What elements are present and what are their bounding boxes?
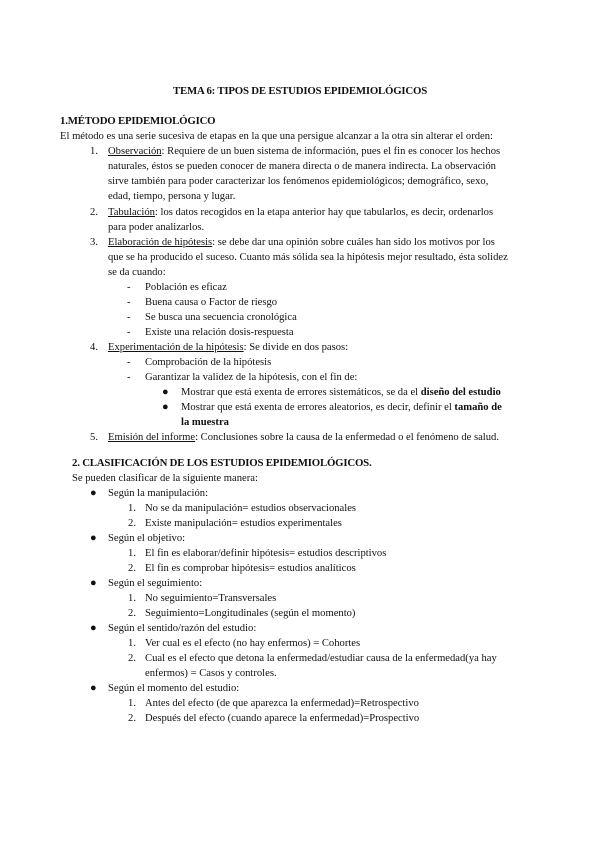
list-number: 1.	[128, 638, 136, 649]
list-item: Seguimiento=Longitudinales (según el momento)	[145, 608, 356, 619]
bullet-icon: ●	[90, 532, 97, 544]
bullet-icon: ●	[90, 487, 97, 499]
text-line: sirve también para poder caracterizar los fenómenos epidemiológicos; demográfico, sexo,	[108, 176, 489, 187]
list-number: 3.	[90, 237, 98, 248]
list-item-experimentacion	[108, 340, 348, 355]
list-number: 4.	[90, 342, 98, 353]
section-1-heading: 1.MÉTODO EPIDEMIOLÓGICO	[60, 115, 216, 127]
list-item: Existe manipulación= estudios experimentales	[145, 518, 342, 529]
term: Elaboración de hipótesis	[108, 237, 213, 248]
sub-item: Buena causa o Factor de riesgo	[145, 297, 278, 308]
list-number: 1.	[128, 593, 136, 604]
bullet-icon: ●	[90, 682, 97, 694]
text: : los datos recogidos en la etapa anterior hay que tabularlos, es decir, ordenarlos	[154, 207, 494, 218]
dash-marker: -	[127, 312, 131, 323]
list-number: 2.	[128, 653, 136, 664]
list-number: 2.	[90, 207, 98, 218]
term: Experimentación de la hipótesis	[108, 342, 244, 353]
dash-marker: -	[127, 357, 131, 368]
list-item-tabulacion	[108, 205, 493, 220]
sub-item: Se busca una secuencia cronológica	[145, 312, 297, 323]
list-item-informe	[108, 430, 499, 445]
sub-item: Garantizar la validez de la hipótesis, con el fin de:	[145, 372, 358, 383]
list-item: Después del efecto (cuando aparece la enfermedad)=Prospectivo	[145, 713, 420, 724]
list-number: 1.	[128, 548, 136, 559]
list-item-hipotesis	[108, 235, 495, 250]
dash-marker: -	[127, 327, 131, 338]
group-label: Según el sentido/razón del estudio:	[108, 623, 257, 634]
section-2-intro: Se pueden clasificar de la siguiente manera:	[72, 473, 258, 484]
list-number: 2.	[128, 563, 136, 574]
bullet-icon: ●	[90, 622, 97, 634]
list-number: 1.	[90, 146, 98, 157]
group-label: Según la manipulación:	[108, 488, 209, 499]
list-item: No seguimiento=Transversales	[145, 593, 277, 604]
dash-marker: -	[127, 372, 131, 383]
list-item: Antes del efecto (de que aparezca la enfermedad)=Retrospectivo	[145, 698, 419, 709]
text-line: naturales, éstos se pueden conocer de manera directa o de manera indirecta. La observación	[108, 161, 496, 172]
sub-item: Comprobación de la hipótesis	[145, 357, 272, 368]
list-item-observacion	[108, 144, 500, 159]
section-2-heading: 2. CLASIFICACIÓN DE LOS ESTUDIOS EPIDEMIOLÓGICOS.	[72, 457, 372, 469]
bold-text: diseño del estudio	[420, 387, 501, 398]
text: : se debe dar una opinión sobre cuáles han sido los motivos por los	[212, 237, 495, 248]
list-item: No se da manipulación= estudios observacionales	[145, 503, 357, 514]
page-title: TEMA 6: TIPOS DE ESTUDIOS EPIDEMIOLÓGICOS	[172, 85, 428, 97]
bullet-icon: ●	[90, 577, 97, 589]
list-number: 1.	[128, 698, 136, 709]
bullet-icon: ●	[162, 401, 169, 413]
bullet-item	[181, 385, 501, 400]
text: : Conclusiones sobre la causa de la enfermedad o el fenómeno de salud.	[195, 432, 499, 443]
group-label: Según el objetivo:	[108, 533, 186, 544]
bullet-icon: ●	[162, 386, 169, 398]
section-1-intro: El método es una serie sucesiva de etapas en la que una persigue alcanzar a la otra sin alterar el orden:	[60, 131, 493, 142]
term: Emisión del informe	[108, 432, 196, 443]
list-item: Cual es el efecto que detona la enfermedad/estudiar causa de la enfermedad(ya hay	[145, 653, 497, 664]
list-number: 1.	[128, 503, 136, 514]
list-number: 2.	[128, 608, 136, 619]
list-item-continued: enfermos) = Casos y controles.	[145, 668, 277, 679]
list-number: 2.	[128, 713, 136, 724]
group-label: Según el seguimiento:	[108, 578, 203, 589]
bullet-item	[181, 400, 502, 415]
sub-item: Población es eficaz	[145, 282, 227, 293]
list-item: El fin es elaborar/definir hipótesis= estudios descriptivos	[145, 548, 387, 559]
bold-text: la muestra	[181, 417, 229, 428]
text-line: se da cuando:	[108, 267, 166, 278]
term: Tabulación	[108, 207, 155, 218]
bold-text: tamaño de	[454, 402, 502, 413]
dash-marker: -	[127, 282, 131, 293]
text-line: edad, tiempo, persona y lugar.	[108, 191, 236, 202]
list-number: 5.	[90, 432, 98, 443]
text-line: que se ha producido el suceso. Cuanto más sólida sea la hipótesis mejor resultado, ésta solidez	[108, 252, 508, 263]
sub-item: Existe una relación dosis-respuesta	[145, 327, 294, 338]
list-number: 2.	[128, 518, 136, 529]
list-item: Ver cual es el efecto (no hay enfermos) = Cohortes	[145, 638, 361, 649]
text: Mostrar que está exenta de errores aleatorios, es decir, definir el	[181, 402, 455, 413]
term: Observación	[108, 146, 162, 157]
list-item: El fin es comprobar hipótesis= estudios analíticos	[145, 563, 356, 574]
text-line: para poder analizarlos.	[108, 222, 205, 233]
text: : Se divide en dos pasos:	[243, 342, 349, 353]
text: : Requiere de un buen sistema de información, pues el fin es conocer los hechos	[161, 146, 501, 157]
text: Mostrar que está exenta de errores sistemáticos, se da el	[181, 387, 421, 398]
group-label: Según el momento del estudio:	[108, 683, 240, 694]
dash-marker: -	[127, 297, 131, 308]
